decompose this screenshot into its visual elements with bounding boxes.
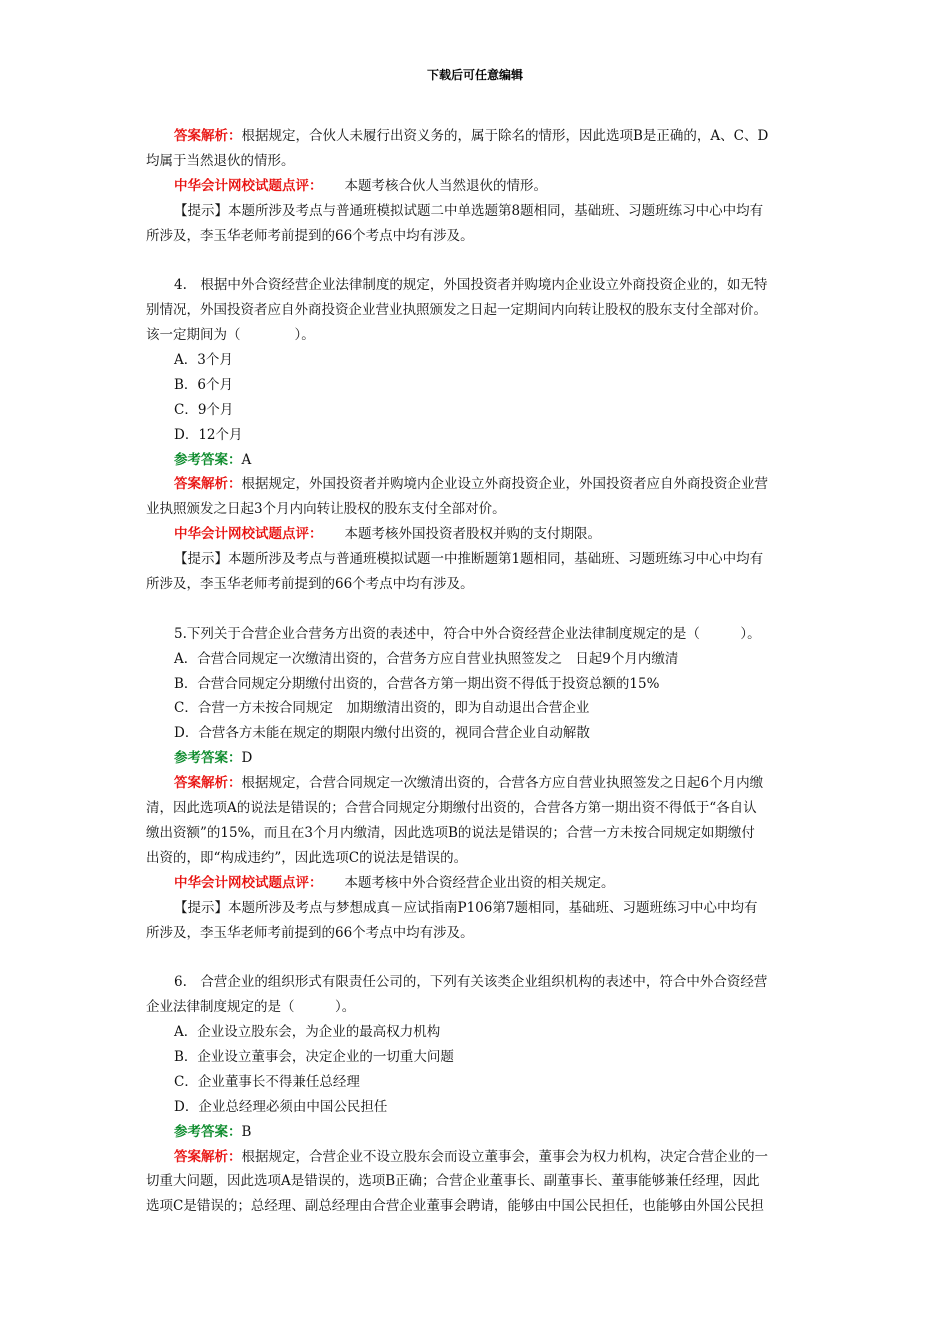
answer-line: [146, 1120, 808, 1145]
question-stem: 别情况，外国投资者应自外商投资企业营业执照颁发之日起一定期间内向转让股权的股东支付全部对价。: [146, 302, 767, 319]
question-stem: 企业法律制度规定的是（ ）。: [146, 999, 356, 1016]
comment-text: 本题考核中外合资经营企业出资的相关规定。: [344, 874, 615, 891]
option-c: C．合营一方未按合同规定 加期缴清出资的，即为自动退出合营企业: [174, 700, 590, 717]
comment-line: [146, 174, 808, 199]
answer-label: 参考答案：: [174, 451, 242, 468]
tip-text: 【提示】本题所涉及考点与普通班模拟试题一中推断题第1题相同，基础班、习题班练习中心中均有: [174, 551, 764, 568]
analysis-text: 均属于当然退伙的情形。: [146, 152, 295, 169]
question-stem: 4. 根据中外合资经营企业法律制度的规定，外国投资者并购境内企业设立外商投资企业的，如无特: [174, 277, 768, 294]
answer-value: B: [241, 1123, 252, 1140]
tip-text: 【提示】本题所涉及考点与普通班模拟试题二中单选题第8题相同，基础班、习题班练习中心中均有: [174, 202, 764, 219]
analysis-text: 出资的，即“构成违约”，因此选项C的说法是错误的。: [146, 849, 468, 866]
question-stem: 6. 合营企业的组织形式有限责任公司的，下列有关该类企业组织机构的表述中，符合中外合资经营: [174, 974, 768, 991]
question-stem: 该一定期间为（ ）。: [146, 327, 315, 344]
tip-text: 所涉及，李玉华老师考前提到的66个考点中均有涉及。: [146, 576, 474, 593]
question-stem: 5.下列关于合营企业合营务方出资的表述中，符合中外合资经营企业法律制度规定的是（ ）。: [174, 625, 761, 642]
option-c: C．企业董事长不得兼任总经理: [174, 1073, 360, 1090]
answer-label: 参考答案：: [174, 1123, 242, 1140]
comment-label: 中华会计网校试题点评：: [174, 177, 323, 194]
option-a: A．企业设立股东会，为企业的最高权力机构: [174, 1024, 441, 1041]
option-b: B．企业设立董事会，决定企业的一切重大问题: [174, 1048, 454, 1065]
tip-text: 【提示】本题所涉及考点与梦想成真－应试指南P106第7题相同，基础班、习题班练习中心中均有: [174, 899, 758, 916]
comment-label: 中华会计网校试题点评：: [174, 526, 323, 543]
analysis-text: 根据规定，合营合同规定一次缴清出资的，合营各方应自营业执照签发之日起6个月内缴: [241, 775, 764, 792]
comment-line: [146, 871, 808, 896]
comment-label: 中华会计网校试题点评：: [174, 874, 323, 891]
option-d: D．企业总经理必须由中国公民担任: [174, 1098, 388, 1115]
analysis-label: 答案解析：: [174, 775, 242, 792]
analysis-label: 答案解析：: [174, 476, 242, 493]
analysis-text: 业执照颁发之日起3个月内向转让股权的股东支付全部对价。: [146, 501, 506, 518]
analysis-line: [146, 124, 808, 149]
analysis-label: 答案解析：: [174, 128, 242, 144]
comment-text: 本题考核外国投资者股权并购的支付期限。: [344, 526, 601, 543]
analysis-text: 切重大问题，因此选项A是错误的，选项B正确；合营企业董事长、副董事长、董事能够兼任经理，因此: [146, 1173, 760, 1190]
page-header: 下载后可任意编辑: [426, 68, 523, 82]
answer-value: A: [241, 451, 252, 468]
analysis-text: 选项C是错误的；总经理、副总经理由合营企业董事会聘请，能够由中国公民担任，也能够由外国公民担: [146, 1198, 764, 1215]
tip-text: 所涉及，李玉华老师考前提到的66个考点中均有涉及。: [146, 227, 474, 244]
analysis-text: 清，因此选项A的说法是错误的；合营合同规定分期缴付出资的，合营各方第一期出资不得低于“各自认: [146, 800, 757, 817]
answer-label: 参考答案：: [174, 750, 242, 767]
answer-line: [146, 746, 808, 771]
analysis-text: 根据规定，合营企业不设立股东会而设立董事会，董事会为权力机构，决定合营企业的一: [241, 1148, 768, 1165]
analysis-text: 根据规定，合伙人未履行出资义务的，属于除名的情形，因此选项B是正确的，A、C、D: [241, 128, 769, 144]
option-d: D．12个月: [174, 426, 243, 443]
option-b: B．6个月: [174, 376, 234, 393]
answer-value: D: [241, 750, 253, 767]
answer-line: [146, 448, 808, 473]
analysis-text: 缴出资额”的15%，而且在3个月内缴清，因此选项B的说法是错误的；合营一方未按合同规定如期缴付: [146, 824, 755, 841]
option-a: A．合营合同规定一次缴清出资的，合营务方应自营业执照签发之 日起9个月内缴清: [174, 650, 679, 667]
analysis-label: 答案解析：: [174, 1148, 242, 1165]
analysis-line: [146, 771, 808, 796]
document-body: [146, 124, 808, 1219]
analysis-line: [146, 1145, 808, 1170]
option-c: C．9个月: [174, 401, 234, 418]
tip-text: 所涉及，李玉华老师考前提到的66个考点中均有涉及。: [146, 924, 474, 941]
analysis-line: [146, 472, 808, 497]
option-a: A．3个月: [174, 352, 233, 369]
option-b: B．合营合同规定分期缴付出资的，合营各方第一期出资不得低于投资总额的15%: [174, 675, 660, 692]
comment-text: 本题考核合伙人当然退伙的情形。: [344, 177, 547, 194]
comment-line: [146, 522, 808, 547]
analysis-text: 根据规定，外国投资者并购境内企业设立外商投资企业，外国投资者应自外商投资企业营: [241, 476, 768, 493]
option-d: D．合营各方未能在规定的期限内缴付出资的，视同合营企业自动解散: [174, 725, 590, 742]
